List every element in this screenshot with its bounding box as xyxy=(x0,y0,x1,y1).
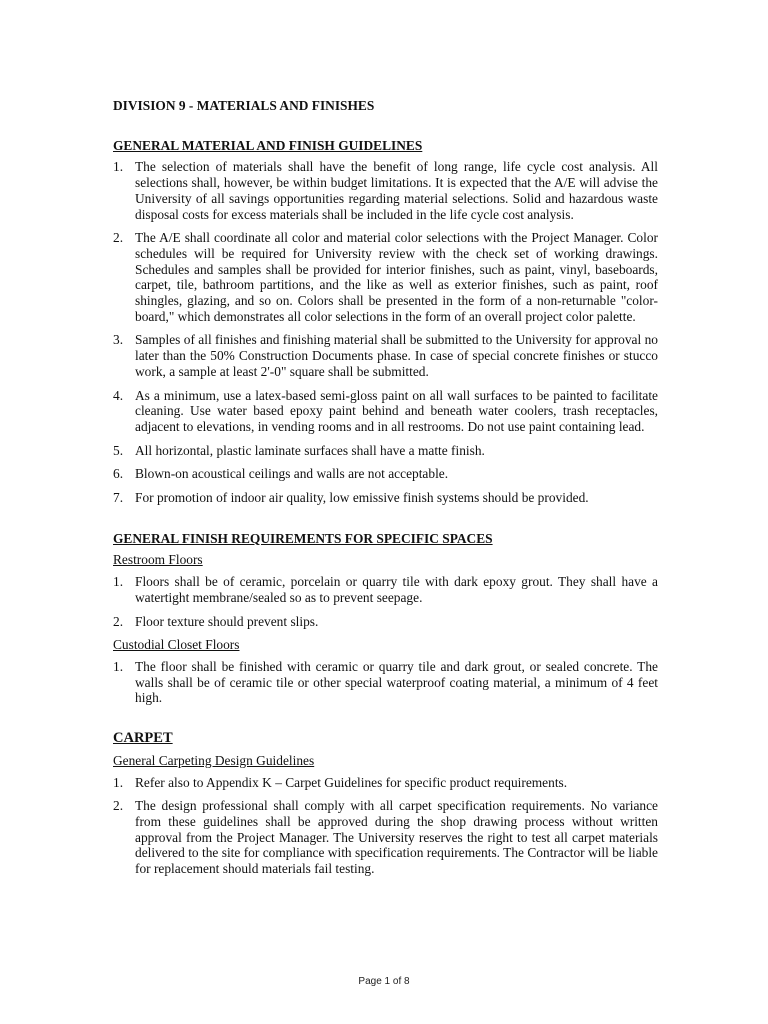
subheading-custodial-closet-floors: Custodial Closet Floors xyxy=(113,637,240,653)
item-number: 2. xyxy=(113,798,124,814)
item-text: Floors shall be of ceramic, porcelain or quarry tile with dark epoxy grout. They shall have a watertight membrane/sealed so as to prevent seepage. xyxy=(135,574,658,605)
item-text: The A/E shall coordinate all color and material color selections with the Project Manager. Color schedules will be required for University review with the check set of working drawings. Schedules and samples shall be provided for interior finishes, such as paint, vinyl, baseboards, carpet, tile, bathroom partitions, and the like as well as exterior finishes, such as paint, roof shingles, glazing, and so on. Colors shall be presented in the form of a non-returnable "color-board," which demonstrates all color selections in the form of an overall project color palette. xyxy=(135,230,658,324)
item-number: 2. xyxy=(113,230,124,246)
item-text: Blown-on acoustical ceilings and walls are not acceptable. xyxy=(135,466,449,482)
section-heading-carpet: CARPET xyxy=(113,730,173,747)
list-item xyxy=(113,490,658,506)
item-text: The floor shall be finished with ceramic or quarry tile and dark grout, or sealed concrete. The walls shall be of ceramic tile or other special waterproof coating material, a minimum of 4 feet high. xyxy=(135,658,658,706)
restroom-floors-list xyxy=(113,574,658,629)
list-item xyxy=(113,775,658,791)
list-item xyxy=(113,159,658,222)
document-page xyxy=(113,98,658,885)
item-number: 1. xyxy=(113,658,124,674)
list-item xyxy=(113,332,658,379)
item-text: Floor texture should prevent slips. xyxy=(135,613,319,629)
item-number: 6. xyxy=(113,466,124,482)
list-item xyxy=(113,574,658,605)
item-number: 5. xyxy=(113,442,124,458)
carpet-guidelines-list xyxy=(113,775,658,877)
list-item xyxy=(113,798,658,877)
section-spacer xyxy=(113,714,658,731)
general-guidelines-list xyxy=(113,159,658,505)
section-heading-general-guidelines: GENERAL MATERIAL AND FINISH GUIDELINES xyxy=(113,137,423,153)
list-item xyxy=(113,614,658,630)
subheading-restroom-floors: Restroom Floors xyxy=(113,552,203,568)
list-item xyxy=(113,230,658,324)
list-item xyxy=(113,659,658,706)
custodial-closet-floors-list xyxy=(113,659,658,706)
section-heading-specific-spaces: GENERAL FINISH REQUIREMENTS FOR SPECIFIC SPACES xyxy=(113,530,493,546)
subheading-carpeting-design-guidelines: General Carpeting Design Guidelines xyxy=(113,752,315,768)
page-footer: Page 1 of 8 xyxy=(358,976,410,987)
section-spacer xyxy=(113,514,658,531)
list-item xyxy=(113,388,658,435)
item-text: The selection of materials shall have the benefit of long range, life cycle cost analysis. All selections shall, however, be within budget limitations. It is expected that the A/E will advise the University of all savings opportunities regarding material selections. Solid and hazardous waste disposal costs for excess materials shall be included in the life cycle cost analysis. xyxy=(135,159,658,222)
list-item xyxy=(113,466,658,482)
item-number: 1. xyxy=(113,574,124,590)
item-number: 3. xyxy=(113,332,124,348)
item-text: The design professional shall comply with all carpet specification requirements. No variance from these guidelines shall be approved during the shop drawing process without written approval from the Project Manager. The University reserves the right to test all carpet materials delivered to the site for compliance with specification requirements. The Contractor will be liable for replacement should materials fail testing. xyxy=(135,798,658,877)
item-number: 4. xyxy=(113,387,124,403)
item-text: All horizontal, plastic laminate surfaces shall have a matte finish. xyxy=(135,442,485,458)
item-text: Refer also to Appendix K – Carpet Guidelines for specific product requirements. xyxy=(135,774,568,790)
item-number: 2. xyxy=(113,613,124,629)
item-number: 7. xyxy=(113,490,124,506)
item-number: 1. xyxy=(113,159,124,175)
item-text: As a minimum, use a latex-based semi-gloss paint on all wall surfaces to be painted to facilitate cleaning. Use water based epoxy paint behind and beneath water coolers, trash receptacles, adjacent to elevations, in vending rooms and in all restrooms. Do not use paint containing lead. xyxy=(135,387,658,434)
item-number: 1. xyxy=(113,774,124,790)
item-text: For promotion of indoor air quality, low emissive finish systems should be provided. xyxy=(135,490,589,506)
item-text: Samples of all finishes and finishing material shall be submitted to the University for approval no later than the 50% Construction Documents phase. In case of special concrete finishes or stucco work, a sample at least 2'-0" square shall be submitted. xyxy=(135,332,658,379)
list-item xyxy=(113,443,658,459)
document-title: DIVISION 9 - MATERIALS AND FINISHES xyxy=(113,98,375,113)
